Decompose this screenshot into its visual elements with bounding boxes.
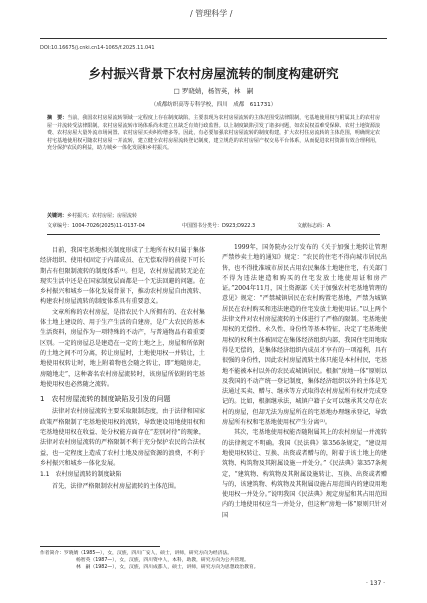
abstract-rule [47, 234, 380, 235]
paragraph: 1999年，国务院办公厅发布的《关于加强土地转让管理严禁炒卖土地的通知》规定：“农民的住宅不得向城市居民出售，也不得批准城市居民占用农民集体土地建住宅，有关部门不得为违法建造和购买的住宅发放土地使用证和房产证。”2004年11月，国土资源部《关于加强农村宅基地管理的意见》规定：“严禁城镇居民在农村购置宅基地，严禁为城镇居民在农村购买和违法建造的住宅发放土地使用证。”以上两个法律文件对农村房屋流转的主体进行了严格的限制。宅基地使用权的无偿性、永久性、身份性等基本特征，决定了宅基地使用权的权利主体被固定在集体经济组织内部，我国住宅用地取得是无偿的，是集体经济组织内成员才享有的一项福利，具有很强的身份性，因此农村房屋流转主体只能是本村村民，宅基地不能被本村以外的农民或城镇居民。根据“房地一体”原则以及我国的不动产统一登记制度，集体经济组织以外的主体是无法通过买卖、赠与、继承等方式取得农村房屋所有权并完成登记的。比如，根据继承法，城镇户籍子女可以继承其父母在农村的房屋，但却无法为房屋所在的宅基地办理继承登记，导致房屋所有权和宅基地使用权产生分离⁽²⁾。 [222, 244, 387, 427]
paragraph: 法律对农村房屋流转主要采取限制态度，由于法律和国家政策严格限制了宅基地使用权的流转，导致建设用地使用权和宅基地使用权在收益、处分权能方面存在“差别对待”的现象，法律对农村房屋流转的严格限制不利于充分保护农民的合法权益，也一定程度上造成了农村土地及房屋资源的浪费，不利于乡村振兴和城乡一体化发展。 [40, 408, 205, 467]
authors: □ 罗晓婧，杨智英，林 嗣 [173, 87, 254, 95]
document-code: 文献标志码：A [297, 223, 331, 229]
abstract-label: 摘 要： [47, 115, 68, 121]
footnote: 林 嗣（1982—），女，汉族，四川成都人，硕士，讲师，研究方向为思想政治教育。 [76, 565, 259, 570]
subsection-heading: 1.1 农村房屋流转的制度缺陷 [40, 471, 122, 479]
affiliation: （成都纺织高等专科学校，四川 成都 611731） [150, 102, 277, 108]
footnote-rule [40, 546, 160, 547]
clc-number: 中国图书分类号：D923;D922.3 [182, 223, 256, 229]
paragraph: 目前，我国宅基地相关制度形成了土地所有权归属于集体经济组织、使用权固定于内部成员、在无偿取得的前提下可长期占有但限制流转的制度体系⁽¹⁾。但是，农村房屋流转无论在现实生活中还是在国家制度层面都是一个无法回避的问题。在乡村振兴和城乡一体化发展背景下，推动农村房屋自由流转、构建农村房屋流转的制度体系具有重要意义。 [40, 247, 205, 306]
footnote: 作者简介：罗晓婧（1985—），女，汉族，四川广安人，硕士，讲师，研究方向为经济法。 [40, 551, 233, 556]
running-header [0, 0, 427, 30]
doi: DOI:10.16675/j.cnki.cn14-1065/f.2025.11.041 [40, 45, 155, 51]
page-number: · 137 · [366, 580, 386, 587]
abstract [47, 115, 380, 153]
paragraph: 其次，宅基地使用权能否随附属其上的农村房屋一并流转的法律规定不明确。我国《民法典》第356条规定，“建设用地使用权转让、互换、出资或者赠与的，附着于该土地上的建筑物、构筑物及其附属设施一并处分。”《民法典》第357条规定，“建筑物、构筑物及其附属设施转让、互换、出资或者赠与的，该建筑物、构筑物及其附属设施占用范围内的建设用地使用权一并处分。”说明我国《民法典》规定房屋和其占用范围内的土地使用权应当一并处分，但这种“房地一体”原则只针对国 [222, 429, 387, 519]
footnotes [40, 550, 387, 571]
article-number: 文章编号：1004-7026(2025)11-0137-04 [47, 223, 145, 229]
left-column [40, 246, 205, 492]
classification-line [47, 222, 380, 229]
keywords: 乡村振兴；农村房屋；房屋流转 [67, 213, 138, 219]
right-column [222, 243, 387, 521]
keywords-label: 关键词： [47, 213, 68, 219]
section-heading: 1 农村房屋流转的制度缺陷及引发的问题 [40, 395, 171, 404]
abstract-text: 当前，我国农村房屋流转领域一定程度上存在制度缺陷，主要表现为农村房屋流转的主体范围受法律限制，宅基地使用权与附属其上的农村房屋一并流转受法律限制。农村房屋流转市场体系尚未建立且缺乏有效行政监督。以上制度缺陷引发了诸多问题，如农民权益难受保障、农村土地资源浪费、农村房屋大量外流市场闲置、农村房屋买卖纠纷增多等。因此，有必要加强农村房屋流转的制度构建，扩大农村住房流转的主体范围，明确规定农村宅基地使用权可随农村房屋一并流转，建立健全农村房屋流转登记制度，建立规范的农村房屋产权交易平台体系，从而促进农村资源有效合理利用，充分保护农民的利益，助力城乡一体化发展和乡村振兴。 [47, 115, 380, 152]
section-tag: / 管理科学 / [190, 9, 233, 18]
paragraph: 文章所称的农村房屋，是指农民个人所拥有的、在农村集体土地上建设的、用于生产生活的自建房，是广大农民的基本生活资料，房屋作为一项特殊的不动产，与普通物品有着重要区别。一定的房屋总是建造在一定的土地之上，房屋和所依附的土地之间不可分离，转让房屋时，土地使用权一并转让，土地使用权转让时，地上附着物也会随之转让，即“地随房走，房随地走”，这种著名农村房屋流转时，该房屋所依附的宅基地使用权也必然随之流转。 [40, 308, 205, 388]
keywords-line [47, 212, 380, 219]
footnote: 杨智英（1987—），女，汉族，四川资中人，本科，助教，研究方向为公共管理。 [76, 558, 249, 563]
paragraph: 首先，法律严格限制农村房屋流转的主体范围。 [52, 482, 180, 490]
article-title: 乡村振兴背景下农村房屋流转的制度构建研究 [88, 66, 339, 81]
header-rule [40, 38, 387, 39]
